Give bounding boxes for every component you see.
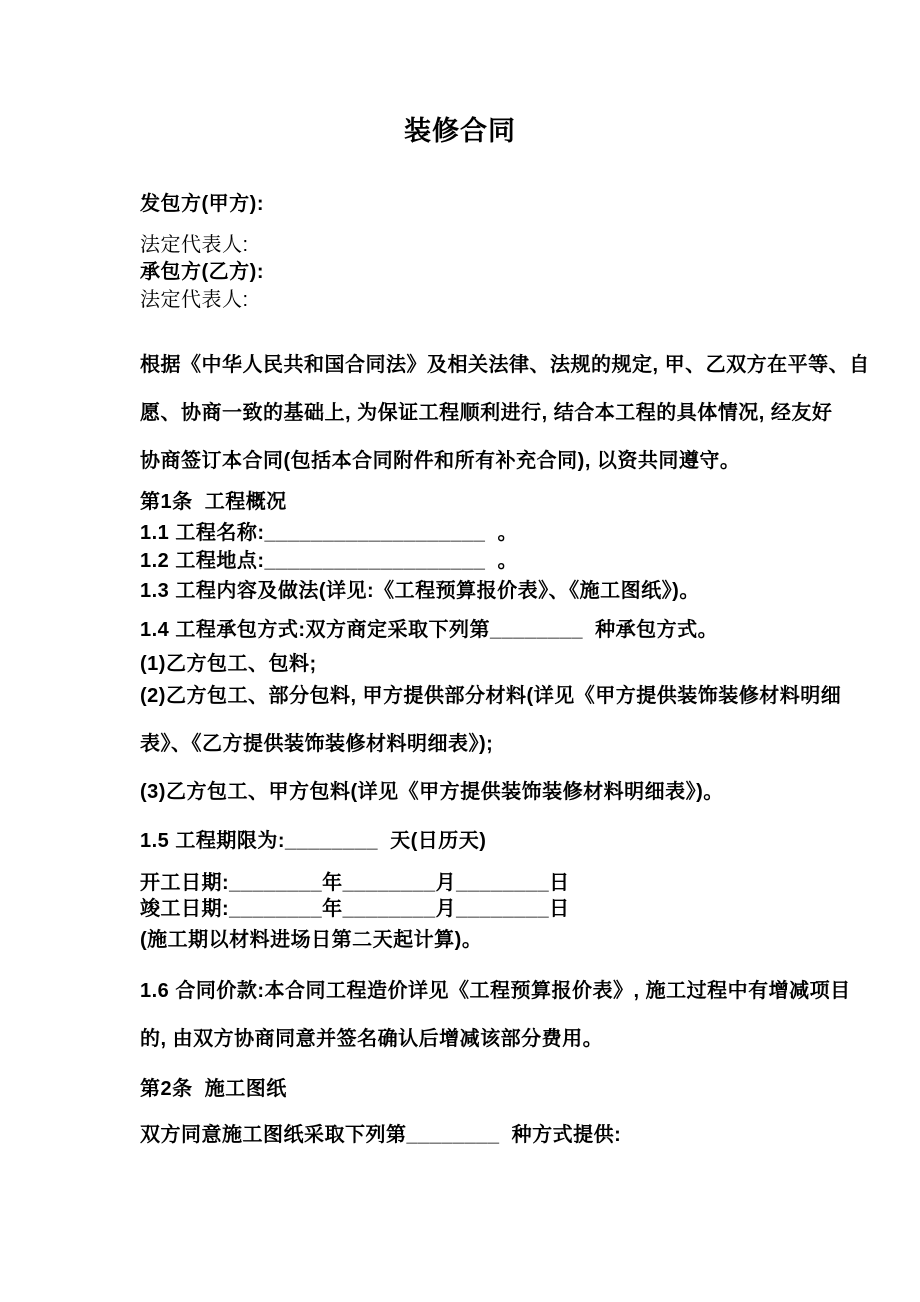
start-date-line: 开工日期:________年________月________日 <box>140 872 570 894</box>
item-1-4-line: 1.4 工程承包方式:双方商定采取下列第________ 种承包方式。 <box>140 619 719 641</box>
finish-date-line: 竣工日期:________年________月________日 <box>140 898 570 920</box>
duration-note-line: (施工期以材料进场日第二天起计算)。 <box>140 929 483 951</box>
preamble-line-2: 愿、协商一致的基础上, 为保证工程顺利进行, 结合本工程的具体情况, 经友好 <box>140 402 833 424</box>
article-2-heading: 第2条 施工图纸 <box>140 1078 287 1100</box>
legal-rep-b-line: 法定代表人: <box>140 289 249 311</box>
contract-title: 装修合同 <box>404 116 516 146</box>
party-b-line: 承包方(乙方): <box>140 261 264 283</box>
preamble-line-3: 协商签订本合同(包括本合同附件和所有补充合同), 以资共同遵守。 <box>140 450 741 472</box>
contract-option-3-line: (3)乙方包工、甲方包料(详见《甲方提供装饰装修材料明细表》)。 <box>140 781 724 803</box>
article-2-intro-line: 双方同意施工图纸采取下列第________ 种方式提供: <box>140 1124 622 1146</box>
item-1-2-line: 1.2 工程地点:___________________ 。 <box>140 550 518 572</box>
article-1-heading: 第1条 工程概况 <box>140 491 287 513</box>
item-1-1-line: 1.1 工程名称:___________________ 。 <box>140 522 518 544</box>
contract-option-2-line-1: (2)乙方包工、部分包料, 甲方提供部分材料(详见《甲方提供装饰装修材料明细 <box>140 685 842 707</box>
item-1-6-line-2: 的, 由双方协商同意并签名确认后增减该部分费用。 <box>140 1028 604 1050</box>
item-1-6-line-1: 1.6 合同价款:本合同工程造价详见《工程预算报价表》, 施工过程中有增减项目 <box>140 980 851 1002</box>
contract-option-1-line: (1)乙方包工、包料; <box>140 653 317 675</box>
preamble-line-1: 根据《中华人民共和国合同法》及相关法律、法规的规定, 甲、乙双方在平等、自 <box>140 354 870 376</box>
item-1-3-line: 1.3 工程内容及做法(详见:《工程预算报价表》、《施工图纸》)。 <box>140 580 700 602</box>
contract-option-2-line-2: 表》、《乙方提供装饰装修材料明细表》); <box>140 733 494 755</box>
party-a-line: 发包方(甲方): <box>140 193 264 215</box>
item-1-5-line: 1.5 工程期限为:________ 天(日历天) <box>140 830 487 852</box>
legal-rep-a-line: 法定代表人: <box>140 234 249 256</box>
